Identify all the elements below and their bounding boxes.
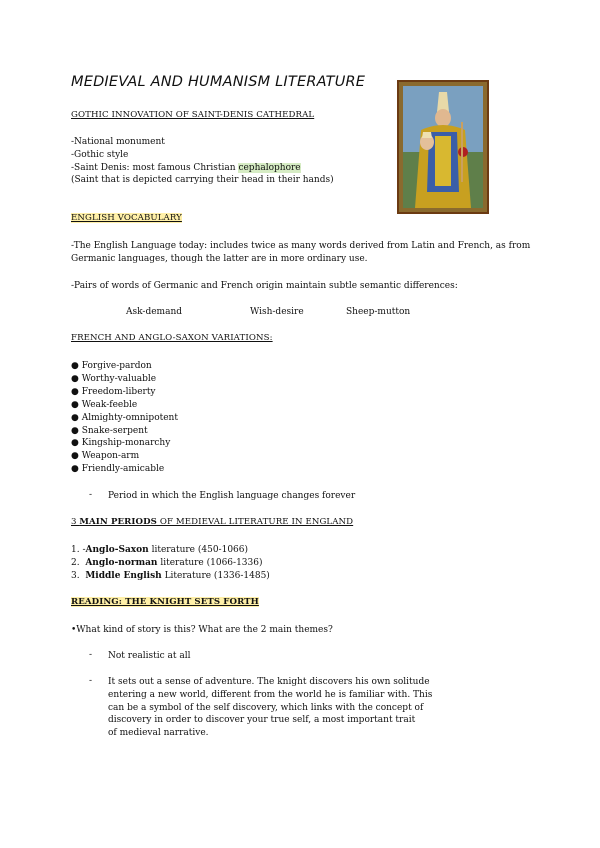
dash-bullet: -	[89, 650, 93, 660]
dash-bullet: -	[89, 676, 93, 686]
list-item: ● Forgive-pardon	[71, 361, 152, 371]
list-item: ● Snake-serpent	[71, 425, 148, 436]
reading-heading-wrap	[71, 597, 259, 607]
cephalophore-highlight: cephalophore	[238, 162, 301, 173]
reading-dash-1: Not realistic at all	[108, 651, 191, 661]
english-vocab-heading-wrap	[71, 213, 182, 223]
reading-dash-2-line: discovery in order to discover your true self, a most important trait	[108, 715, 416, 726]
page-title: MEDIEVAL AND HUMANISM LITERATURE	[71, 74, 366, 90]
list-item: ● Freedom-liberty	[71, 386, 156, 397]
pair-3: Sheep-mutton	[346, 307, 411, 317]
gothic-heading: GOTHIC INNOVATION OF SAINT-DENIS CATHEDRAL	[71, 110, 315, 120]
periods-list	[71, 544, 270, 582]
reading-dash-2	[108, 676, 432, 740]
illustration-svg	[399, 82, 487, 212]
list-item: ● Kingship-monarchy	[71, 438, 171, 449]
reading-dash-2-line: entering a new world, different from the world he is familiar with. This	[108, 689, 433, 700]
english-vocab-heading: ENGLISH VOCABULARY	[71, 213, 182, 223]
variations-list	[71, 360, 178, 476]
list-item: ● Friendly-amicable	[71, 464, 165, 475]
pair-1: Ask-demand	[126, 307, 182, 317]
gothic-line-2: -Gothic style	[71, 149, 129, 160]
list-item: 3. Middle English Literature (1336-1485)	[71, 570, 270, 581]
pair-2: Wish-desire	[250, 307, 304, 317]
periods-heading-prefix: 3	[71, 517, 80, 527]
dash-bullet: -	[89, 490, 93, 500]
gothic-line-3-text: -Saint Denis: most famous Christian	[71, 162, 239, 173]
reading-dash-2-line: of medieval narrative.	[108, 728, 209, 739]
list-item: ● Weapon-arm	[71, 451, 140, 462]
periods-heading-bold: MAIN PERIODS	[79, 517, 157, 527]
reading-dash-2-line: It sets out a sense of adventure. The knight discovers his own solitude	[108, 677, 430, 687]
saint-denis-illustration-icon	[397, 80, 489, 214]
gothic-line-1: -National monument	[71, 137, 165, 147]
variations-heading: FRENCH AND ANGLO-SAXON VARIATIONS:	[71, 333, 273, 343]
reading-question: •What kind of story is this? What are the 2 main themes?	[71, 625, 333, 635]
periods-heading	[71, 517, 353, 527]
vocab-para1-line2: Germanic languages, though the latter are in more ordinary use.	[71, 254, 368, 264]
reading-dash-2-line: can be a symbol of the self discovery, which links with the concept of	[108, 702, 424, 713]
list-item: 2. Anglo-norman literature (1066-1336)	[71, 557, 263, 568]
list-item: ● Weak-feeble	[71, 399, 138, 410]
period-change-note: Period in which the English language changes forever	[108, 491, 356, 501]
list-item: ● Almighty-omnipotent	[71, 412, 178, 423]
list-item: ● Worthy-valuable	[71, 373, 157, 384]
gothic-lines	[71, 136, 334, 187]
vocab-para1-line1: -The English Language today: includes twice as many words derived from Latin and French, as from	[71, 241, 531, 251]
vocab-para2: -Pairs of words of Germanic and French origin maintain subtle semantic differences:	[71, 281, 458, 291]
gothic-line-4: (Saint that is depicted carrying their head in their hands)	[71, 175, 334, 186]
reading-heading: READING: THE KNIGHT SETS FORTH	[71, 597, 259, 607]
periods-heading-suffix: OF MEDIEVAL LITERATURE IN ENGLAND	[156, 517, 354, 527]
gothic-line-3	[71, 162, 334, 175]
list-item: 1. -Anglo-Saxon literature (450-1066)	[71, 545, 249, 555]
